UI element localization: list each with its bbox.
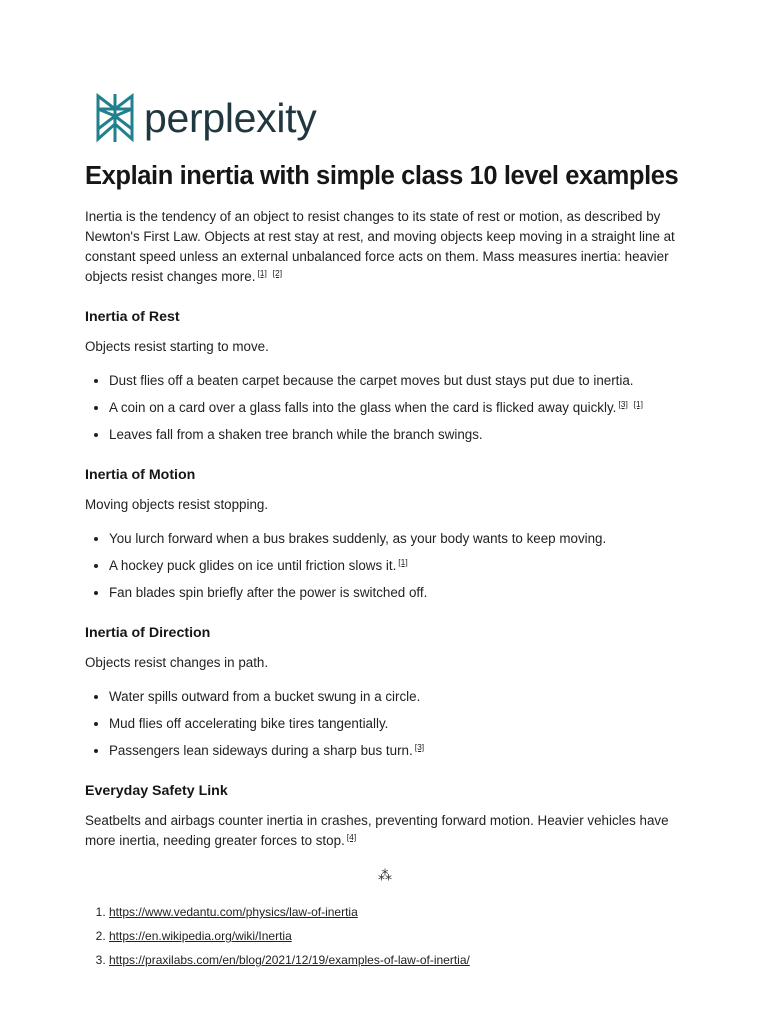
list-item xyxy=(109,371,685,391)
list-item-text: A hockey puck glides on ice until friction slows it. xyxy=(109,558,397,574)
citation xyxy=(257,268,266,278)
section-heading: Everyday Safety Link xyxy=(85,783,228,800)
reference-link[interactable]: https://praxilabs.com/en/blog/2021/12/19/examples-of-law-of-inertia/ xyxy=(109,953,470,968)
citation xyxy=(634,399,643,409)
list-item-text: A coin on a card over a glass falls into the glass when the card is flicked away quickly. xyxy=(109,400,617,416)
citation-link[interactable]: [3] xyxy=(618,399,628,410)
list-item xyxy=(109,398,685,418)
list-item xyxy=(109,529,685,549)
reference-list xyxy=(85,904,685,969)
reference-link[interactable]: https://en.wikipedia.org/wiki/Inertia xyxy=(109,929,292,944)
example-list xyxy=(85,371,685,445)
citation-link[interactable]: [1] xyxy=(398,557,408,568)
safety-paragraph xyxy=(85,811,685,851)
section-heading: Inertia of Rest xyxy=(85,309,180,326)
perplexity-logo xyxy=(94,92,316,144)
reference-item xyxy=(109,904,685,921)
list-item-text: Mud flies off accelerating bike tires tangentially. xyxy=(109,716,389,732)
citation xyxy=(347,832,356,842)
section-lead: Objects resist starting to move. xyxy=(85,339,269,355)
citation-link[interactable]: [2] xyxy=(272,268,283,279)
list-item xyxy=(109,714,685,734)
citation xyxy=(398,557,407,567)
list-item-text: Passengers lean sideways during a sharp bus turn. xyxy=(109,743,413,759)
citation-link[interactable]: [4] xyxy=(346,832,357,843)
list-item-text: Leaves fall from a shaken tree branch while the branch swings. xyxy=(109,427,483,443)
list-item-text: Water spills outward from a bucket swung in a circle. xyxy=(109,689,421,705)
reference-link[interactable]: https://www.vedantu.com/physics/law-of-inertia xyxy=(109,905,358,920)
example-list xyxy=(85,529,685,603)
intro-paragraph xyxy=(85,207,685,287)
list-item xyxy=(109,687,685,707)
logo-wordmark: perplexity xyxy=(144,94,317,141)
citation-link[interactable]: [1] xyxy=(257,268,267,279)
list-item xyxy=(109,425,685,445)
section-lead: Objects resist changes in path. xyxy=(85,655,269,671)
section-heading: Inertia of Motion xyxy=(85,467,196,484)
safety-text: Seatbelts and airbags counter inertia in crashes, preventing forward motion. Heavier vehicles have more inertia, needing greater forces to stop. xyxy=(85,813,669,849)
list-item xyxy=(109,556,685,576)
intro-text: Inertia is the tendency of an object to resist changes to its state of rest or motion, as described by Newton's First Law. Objects at rest stay at rest, and moving objects keep moving in a straight line at constant speed unless an external unbalanced force acts on them. Mass measures inertia: heavier objects resist changes more. xyxy=(85,209,675,285)
list-item xyxy=(109,583,685,603)
citation-link[interactable]: [1] xyxy=(633,399,644,410)
perplexity-logo-icon xyxy=(94,92,136,144)
section-lead: Moving objects resist stopping. xyxy=(85,497,269,513)
section-divider: ⁂ xyxy=(378,867,392,884)
citation-link[interactable]: [3] xyxy=(414,742,425,753)
section-heading: Inertia of Direction xyxy=(85,625,211,642)
answer-content xyxy=(85,160,685,976)
list-item xyxy=(109,741,685,761)
citation xyxy=(273,268,282,278)
list-item-text: Dust flies off a beaten carpet because the carpet moves but dust stays put due to inertia. xyxy=(109,373,634,389)
citation xyxy=(618,399,627,409)
list-item-text: You lurch forward when a bus brakes suddenly, as your body wants to keep moving. xyxy=(109,531,607,547)
page-title: Explain inertia with simple class 10 level examples xyxy=(85,162,679,190)
reference-item xyxy=(109,928,685,945)
example-list xyxy=(85,687,685,761)
list-item-text: Fan blades spin briefly after the power is switched off. xyxy=(109,585,428,601)
reference-item xyxy=(109,952,685,969)
citation xyxy=(415,742,424,752)
